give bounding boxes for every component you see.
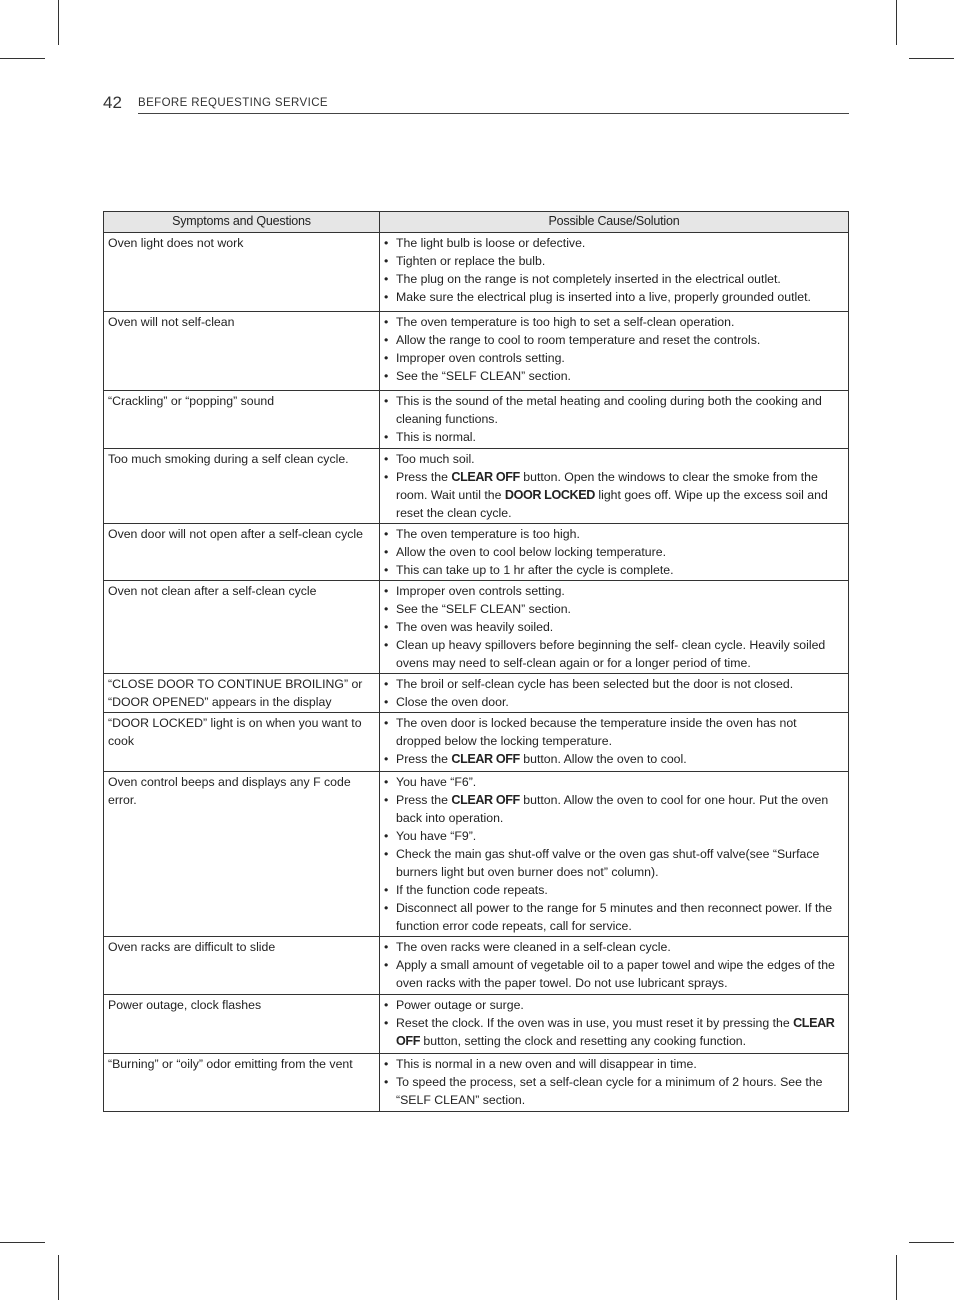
crop-mark xyxy=(909,58,954,59)
cause-item xyxy=(384,313,844,331)
symptom-cell: “Crackling” or “popping” sound xyxy=(104,391,380,449)
symptom-cell: “CLOSE DOOR TO CONTINUE BROILING” or “DOOR OPENED” appears in the display xyxy=(104,674,380,713)
cause-text: Press the xyxy=(396,752,452,766)
control-key-label: CLEAR OFF xyxy=(451,752,520,766)
solution-cell xyxy=(380,391,849,449)
symptom-cell: Oven light does not work xyxy=(104,233,380,312)
cause-text: The oven door is locked because the temperature inside the oven has not dropped below the locking temperature. xyxy=(396,716,797,748)
cause-text: Disconnect all power to the range for 5 minutes and then reconnect power. If the function error code repeats, call for service. xyxy=(396,901,833,933)
cause-item xyxy=(384,252,844,270)
table-row xyxy=(104,233,849,312)
control-key-label: DOOR LOCKED xyxy=(504,488,595,502)
cause-list xyxy=(384,996,844,1050)
table-row xyxy=(104,772,849,937)
symptom-cell: Oven will not self-clean xyxy=(104,312,380,391)
cause-item xyxy=(384,234,844,252)
cause-item xyxy=(384,331,844,349)
cause-text: This is normal in a new oven and will disappear in time. xyxy=(396,1057,697,1071)
cause-text: You have “F9”. xyxy=(396,829,477,843)
cause-text: This is normal. xyxy=(396,430,476,444)
header-rule xyxy=(138,113,849,114)
cause-list xyxy=(384,938,844,992)
cause-list xyxy=(384,1055,844,1109)
cause-text: Press the xyxy=(396,793,452,807)
cause-text: light goes off. Wipe up the excess soil and reset the clean cycle. xyxy=(396,488,828,520)
cause-item xyxy=(384,561,844,579)
solution-cell xyxy=(380,1054,849,1112)
cause-text: The plug on the range is not completely inserted in the electrical outlet. xyxy=(396,272,781,286)
table-row xyxy=(104,995,849,1054)
cause-item xyxy=(384,1014,844,1050)
cause-text: Improper oven controls setting. xyxy=(396,584,565,598)
cause-item xyxy=(384,714,844,750)
table-row xyxy=(104,674,849,713)
cause-text: The oven temperature is too high to set a self-clean operation. xyxy=(396,315,735,329)
table-header-row xyxy=(104,212,849,233)
cause-item xyxy=(384,938,844,956)
cause-text: The oven racks were cleaned in a self-clean cycle. xyxy=(396,940,671,954)
cause-text: The light bulb is loose or defective. xyxy=(396,236,586,250)
cause-item xyxy=(384,543,844,561)
table-row xyxy=(104,449,849,524)
cause-item xyxy=(384,773,844,791)
crop-mark xyxy=(0,58,45,59)
cause-text: Press the xyxy=(396,470,452,484)
cause-text: button, setting the clock and resetting any cooking function. xyxy=(419,1034,747,1048)
cause-text: Reset the clock. If the oven was in use, you must reset it by pressing the xyxy=(396,1016,794,1030)
solution-cell xyxy=(380,713,849,772)
cause-text: This is the sound of the metal heating and cooling during both the cooking and cleaning functions. xyxy=(396,394,822,426)
cause-item xyxy=(384,827,844,845)
cause-text: To speed the process, set a self-clean cycle for a minimum of 2 hours. See the “SELF CLEAN” section. xyxy=(396,1075,823,1107)
symptom-cell: Oven not clean after a self-clean cycle xyxy=(104,581,380,674)
cause-item xyxy=(384,392,844,428)
control-key-label: CLEAR OFF xyxy=(396,1016,835,1048)
cause-list xyxy=(384,450,844,522)
cause-item xyxy=(384,468,844,522)
table-row xyxy=(104,524,849,581)
cause-text: button. Allow the oven to cool for one hour. Put the oven back into operation. xyxy=(396,793,829,825)
table-row xyxy=(104,391,849,449)
cause-list xyxy=(384,773,844,935)
column-header-causes: Possible Cause/Solution xyxy=(380,212,849,233)
cause-text: Too much soil. xyxy=(396,452,475,466)
cause-text: Power outage or surge. xyxy=(396,998,524,1012)
cause-text: If the function code repeats. xyxy=(396,883,548,897)
cause-item xyxy=(384,899,844,935)
cause-text: button. Allow the oven to cool. xyxy=(519,752,687,766)
cause-text: Make sure the electrical plug is inserted into a live, properly grounded outlet. xyxy=(396,290,811,304)
cause-text: The oven temperature is too high. xyxy=(396,527,580,541)
cause-item xyxy=(384,693,844,711)
symptom-cell: Too much smoking during a self clean cycle. xyxy=(104,449,380,524)
cause-item xyxy=(384,450,844,468)
cause-text: Clean up heavy spillovers before beginning the self- clean cycle. Heavily soiled ovens may need to self-clean again or for a longer period of time. xyxy=(396,638,826,670)
symptom-cell: “DOOR LOCKED” light is on when you want to cook xyxy=(104,713,380,772)
section-title: BEFORE REQUESTING SERVICE xyxy=(138,97,328,109)
page-header xyxy=(103,93,849,113)
cause-text: The oven was heavily soiled. xyxy=(396,620,554,634)
crop-mark xyxy=(58,1255,59,1300)
cause-list xyxy=(384,582,844,672)
solution-cell xyxy=(380,312,849,391)
cause-item xyxy=(384,582,844,600)
column-header-symptoms: Symptoms and Questions xyxy=(104,212,380,233)
cause-item xyxy=(384,750,844,768)
cause-item xyxy=(384,845,844,881)
cause-item xyxy=(384,367,844,385)
solution-cell xyxy=(380,995,849,1054)
cause-text: Close the oven door. xyxy=(396,695,509,709)
cause-list xyxy=(384,392,844,446)
crop-mark xyxy=(0,1242,45,1243)
cause-text: Allow the oven to cool below locking temperature. xyxy=(396,545,666,559)
cause-item xyxy=(384,1073,844,1109)
table-row xyxy=(104,312,849,391)
cause-item xyxy=(384,996,844,1014)
solution-cell xyxy=(380,581,849,674)
cause-list xyxy=(384,313,844,385)
cause-text: Improper oven controls setting. xyxy=(396,351,565,365)
solution-cell xyxy=(380,524,849,581)
cause-item xyxy=(384,428,844,446)
cause-text: See the “SELF CLEAN” section. xyxy=(396,369,571,383)
cause-text: Apply a small amount of vegetable oil to a paper towel and wipe the edges of the oven racks with the paper towel. Do not use lubricant sprays. xyxy=(396,958,835,990)
table-row xyxy=(104,713,849,772)
cause-item xyxy=(384,349,844,367)
crop-mark xyxy=(58,0,59,45)
solution-cell xyxy=(380,233,849,312)
solution-cell xyxy=(380,772,849,937)
table-row xyxy=(104,581,849,674)
table-row xyxy=(104,1054,849,1112)
crop-mark xyxy=(909,1242,954,1243)
cause-item xyxy=(384,1055,844,1073)
cause-text: Tighten or replace the bulb. xyxy=(396,254,546,268)
crop-mark xyxy=(896,0,897,45)
solution-cell xyxy=(380,937,849,995)
troubleshooting-table xyxy=(103,211,849,1112)
table-body xyxy=(104,233,849,1112)
cause-text: This can take up to 1 hr after the cycle is complete. xyxy=(396,563,674,577)
cause-item xyxy=(384,636,844,672)
symptom-cell: Power outage, clock flashes xyxy=(104,995,380,1054)
symptom-cell: Oven door will not open after a self-clean cycle xyxy=(104,524,380,581)
cause-item xyxy=(384,525,844,543)
cause-item xyxy=(384,600,844,618)
table-row xyxy=(104,937,849,995)
solution-cell xyxy=(380,674,849,713)
cause-list xyxy=(384,234,844,306)
cause-list xyxy=(384,675,844,711)
cause-list xyxy=(384,525,844,579)
cause-item xyxy=(384,288,844,306)
cause-item xyxy=(384,675,844,693)
page-number: 42 xyxy=(103,93,122,112)
control-key-label: CLEAR OFF xyxy=(451,793,520,807)
solution-cell xyxy=(380,449,849,524)
cause-text: button. Open the windows to clear the smoke from the room. Wait until the xyxy=(396,470,818,502)
cause-text: The broil or self-clean cycle has been selected but the door is not closed. xyxy=(396,677,794,691)
cause-item xyxy=(384,270,844,288)
cause-text: Allow the range to cool to room temperature and reset the controls. xyxy=(396,333,761,347)
cause-item xyxy=(384,881,844,899)
crop-mark xyxy=(896,1255,897,1300)
symptom-cell: Oven racks are difficult to slide xyxy=(104,937,380,995)
symptom-cell: Oven control beeps and displays any F code error. xyxy=(104,772,380,937)
cause-list xyxy=(384,714,844,768)
cause-item xyxy=(384,791,844,827)
control-key-label: CLEAR OFF xyxy=(451,470,520,484)
cause-text: See the “SELF CLEAN” section. xyxy=(396,602,571,616)
cause-item xyxy=(384,618,844,636)
cause-text: Check the main gas shut-off valve or the oven gas shut-off valve(see “Surface burners light but oven burner does not” column). xyxy=(396,847,820,879)
cause-item xyxy=(384,956,844,992)
symptom-cell: “Burning” or “oily” odor emitting from the vent xyxy=(104,1054,380,1112)
cause-text: You have “F6”. xyxy=(396,775,477,789)
